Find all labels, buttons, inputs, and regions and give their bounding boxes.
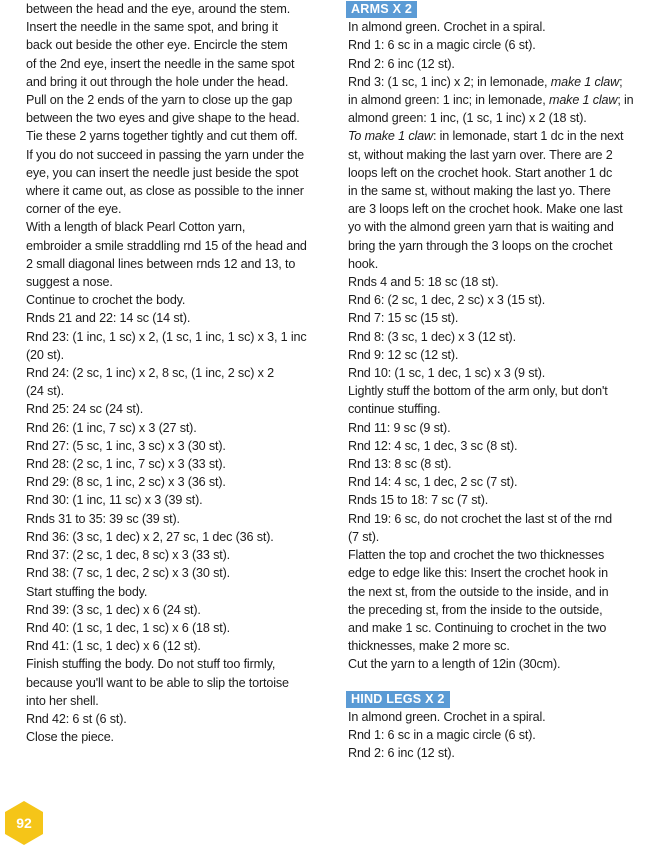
arms-heading: ARMS X 2 [346,1,417,18]
text-line: Rnd 30: (1 inc, 11 sc) x 3 (39 st). [26,493,203,508]
text-run: : in lemonade, start 1 dc in the next [432,129,624,144]
text-line: st, without making the last yarn over. There are 2 [348,147,613,162]
italic-text: make 1 claw [550,74,620,89]
text-line: Rnd 10: (1 sc, 1 dec, 1 sc) x 3 (9 st). [348,366,546,381]
text-line: Rnds 21 and 22: 14 sc (14 st). [26,311,191,326]
text-line: eye, you can insert the needle just beside the spot [26,165,299,180]
text-line: Rnds 31 to 35: 39 sc (39 st). [26,511,180,526]
text-line: in the same st, without making the last yo. There [348,184,611,199]
text-line: Rnd 25: 24 sc (24 st). [26,402,144,417]
text-line: and bring it out through the hole under the head. [26,74,289,89]
text-line: Rnd 7: 15 sc (15 st). [348,311,459,326]
text-line: Rnds 15 to 18: 7 sc (7 st). [348,493,489,508]
text-line: Close the piece. [26,730,114,745]
text-line: corner of the eye. [26,202,122,217]
text-line [348,127,650,145]
text-line: (24 st). [26,384,64,399]
text-line: (20 st). [26,347,64,362]
text-line: Rnd 28: (2 sc, 1 inc, 7 sc) x 3 (33 st). [26,457,226,472]
text-line: Pull on the 2 ends of the yarn to close up the gap [26,93,293,108]
text-line: Rnd 41: (1 sc, 1 dec) x 6 (12 st). [26,639,201,654]
text-line: bring the yarn through the 3 loops on the crochet [348,238,613,253]
text-line: almond green: 1 inc, (1 sc, 1 inc) x 2 (18 st). [348,111,587,126]
text-line: (7 st). [348,529,380,544]
text-line: Rnd 39: (3 sc, 1 dec) x 6 (24 st). [26,602,201,617]
text-line: Rnd 2: 6 inc (12 st). [348,56,455,71]
italic-text: To make 1 claw [348,129,433,144]
text-line: Rnd 40: (1 sc, 1 dec, 1 sc) x 6 (18 st). [26,620,230,635]
text-line: because you'll want to be able to slip the tortoise [26,675,289,690]
text-line: Rnd 38: (7 sc, 1 dec, 2 sc) x 3 (30 st). [26,566,230,581]
text-line: Flatten the top and crochet the two thicknesses [348,548,605,563]
text-line: Rnd 1: 6 sc in a magic circle (6 st). [348,727,536,742]
text-line: Insert the needle in the same spot, and bring it [26,20,278,35]
text-line: In almond green. Crochet in a spiral. [348,20,546,35]
text-line: thicknesses, make 2 more sc. [348,639,510,654]
text-line: Tie these 2 yarns together tightly and cut them off. [26,129,298,144]
text-line: Rnd 1: 6 sc in a magic circle (6 st). [348,38,536,53]
text-line: loops left on the crochet hook. Start another 1 dc [348,165,613,180]
text-line: Rnd 29: (8 sc, 1 inc, 2 sc) x 3 (36 st). [26,475,226,490]
text-line: Continue to crochet the body. [26,293,186,308]
text-run: ; [619,74,623,89]
text-run: Rnd 3: (1 sc, 1 inc) x 2; in lemonade, [348,74,551,89]
text-line [348,91,650,109]
text-line: Rnd 23: (1 inc, 1 sc) x 2, (1 sc, 1 inc, 1 sc) x 3, 1 inc [26,329,307,344]
text-line: Rnd 36: (3 sc, 1 dec) x 2, 27 sc, 1 dec (36 st). [26,529,274,544]
text-line: Rnd 24: (2 sc, 1 inc) x 2, 8 sc, (1 inc, 2 sc) x 2 [26,366,274,381]
page-number: 92 [16,815,32,831]
text-line: Rnd 26: (1 inc, 7 sc) x 3 (27 st). [26,420,197,435]
hind-legs-section [348,690,650,763]
text-line: Rnd 9: 12 sc (12 st). [348,347,459,362]
right-column [348,0,650,762]
text-line: between the head and the eye, around the stem. [26,2,291,16]
text-line: embroider a smile straddling rnd 15 of the head and [26,238,307,253]
text-line: and make 1 sc. Continuing to crochet in the two [348,620,607,635]
text-line: continue stuffing. [348,402,441,417]
text-line: the preceding st, from the inside to the outside, [348,602,603,617]
text-line: Finish stuffing the body. Do not stuff too firmly, [26,657,276,672]
text-line: between the two eyes and give shape to the head. [26,111,300,126]
text-line [348,73,650,91]
text-line: Lightly stuff the bottom of the arm only, but don't [348,384,608,399]
text-line: back out beside the other eye. Encircle the stem [26,38,288,53]
text-line: Rnd 12: 4 sc, 1 dec, 3 sc (8 st). [348,438,518,453]
text-line: Rnd 42: 6 st (6 st). [26,711,127,726]
text-line: Start stuffing the body. [26,584,148,599]
text-run: ; in [617,93,634,108]
text-line: In almond green. Crochet in a spiral. [348,709,546,724]
text-line: into her shell. [26,693,99,708]
text-line: of the 2nd eye, insert the needle in the same spot [26,56,295,71]
text-line: Rnd 6: (2 sc, 1 dec, 2 sc) x 3 (15 st). [348,293,546,308]
text-line: suggest a nose. [26,275,113,290]
text-line: Rnd 37: (2 sc, 1 dec, 8 sc) x 3 (33 st). [26,548,230,563]
text-line: are 3 loops left on the crochet hook. Make one last [348,202,623,217]
text-line: the next st, from the outside to the inside, and in [348,584,609,599]
text-line: Rnd 8: (3 sc, 1 dec) x 3 (12 st). [348,329,516,344]
text-run: in almond green: 1 inc; in lemonade, [348,93,549,108]
text-line: Rnds 4 and 5: 18 sc (18 st). [348,275,499,290]
text-line: With a length of black Pearl Cotton yarn, [26,220,246,235]
text-line: Cut the yarn to a length of 12in (30cm). [348,657,561,672]
text-line: Rnd 13: 8 sc (8 st). [348,457,452,472]
section-spacer [348,674,650,690]
text-line: hook. [348,256,379,271]
arms-section [348,0,650,674]
text-line: If you do not succeed in passing the yarn under the [26,147,304,162]
text-line: Rnd 27: (5 sc, 1 inc, 3 sc) x 3 (30 st). [26,438,226,453]
text-line: Rnd 19: 6 sc, do not crochet the last st of the rnd [348,511,612,526]
text-line: edge to edge like this: Insert the crochet hook in [348,566,608,581]
text-line: Rnd 2: 6 inc (12 st). [348,746,455,761]
text-line: Rnd 14: 4 sc, 1 dec, 2 sc (7 st). [348,475,518,490]
text-line: Rnd 11: 9 sc (9 st). [348,420,451,435]
left-column [26,0,331,746]
text-line: yo with the almond green yarn that is waiting and [348,220,614,235]
hind-legs-heading: HIND LEGS X 2 [346,691,450,708]
text-line: 2 small diagonal lines between rnds 12 and 13, to [26,256,296,271]
text-line: where it came out, as close as possible to the inner [26,184,304,199]
italic-text: make 1 claw [548,93,618,108]
